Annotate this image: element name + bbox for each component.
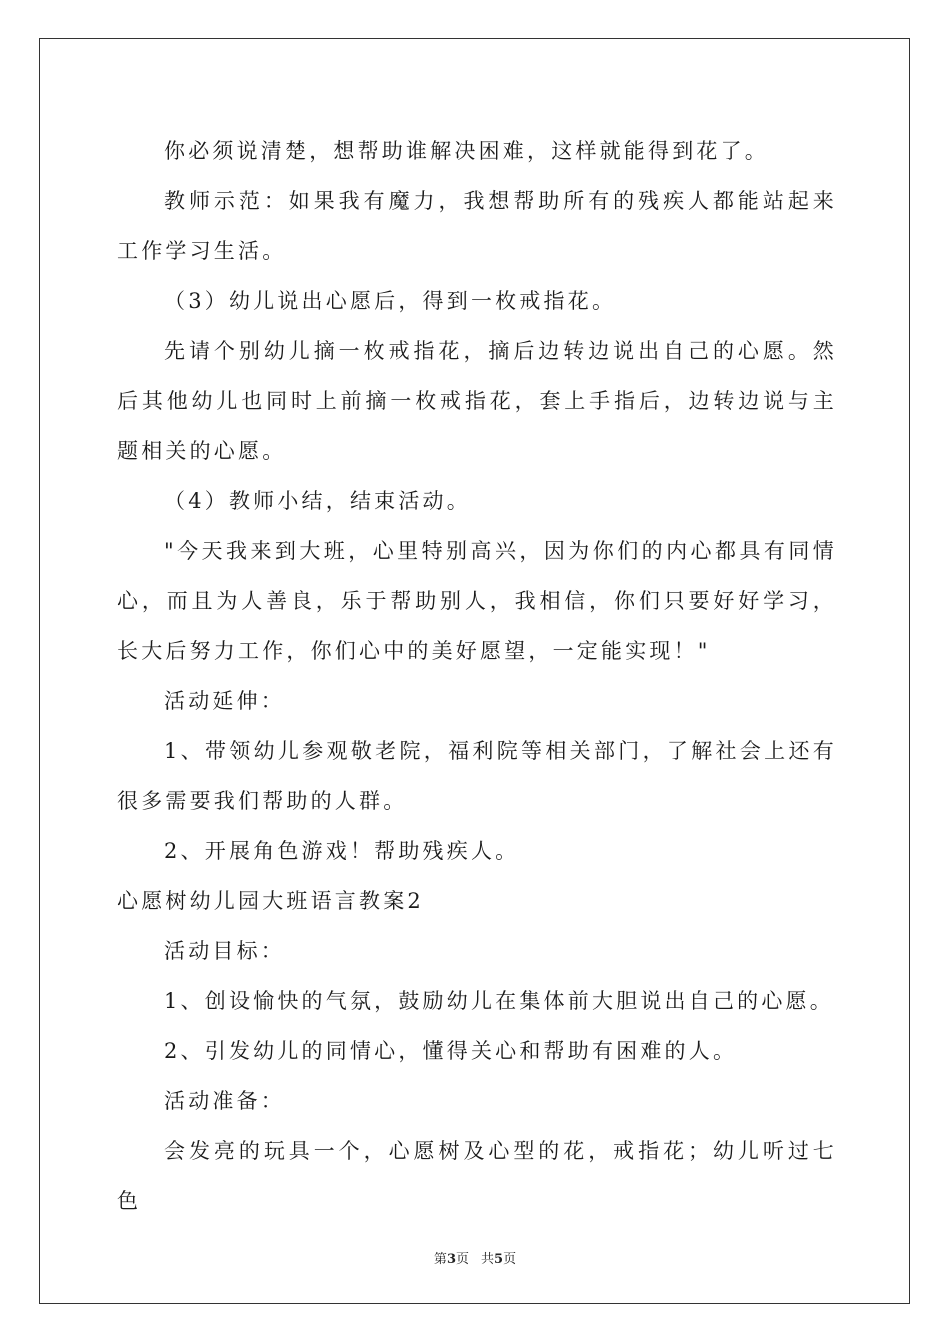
paragraph: 先请个别幼儿摘一枚戒指花，摘后边转边说出自己的心愿。然后其他幼儿也同时上前摘一枚戒指花，套上手指后，边转边说与主题相关的心愿。 — [117, 339, 837, 463]
page-footer — [0, 1248, 950, 1267]
document-body — [117, 126, 837, 1226]
paragraph: 2、引发幼儿的同情心，懂得关心和帮助有困难的人。 — [164, 1039, 738, 1063]
footer-prefix: 第 — [433, 1252, 447, 1267]
paragraph: （3）幼儿说出心愿后，得到一枚戒指花。 — [164, 289, 617, 313]
section-heading: 心愿树幼儿园大班语言教案2 — [117, 889, 424, 913]
footer-total-suffix: 页 — [503, 1252, 517, 1267]
footer-total-prefix: 共 — [481, 1252, 495, 1267]
total-pages-number: 5 — [494, 1252, 504, 1267]
paragraph: "今天我来到大班，心里特别高兴，因为你们的内心都具有同情心，而且为人善良，乐于帮助别人，我相信，你们只要好好学习，长大后努力工作，你们心中的美好愿望，一定能实现！" — [117, 539, 837, 663]
paragraph: 1、创设愉快的气氛，鼓励幼儿在集体前大胆说出自己的心愿。 — [164, 989, 834, 1013]
current-page-number: 3 — [446, 1252, 456, 1267]
paragraph: 活动延伸： — [164, 689, 285, 713]
paragraph: （4）教师小结，结束活动。 — [164, 489, 471, 513]
paragraph: 教师示范：如果我有魔力，我想帮助所有的残疾人都能站起来工作学习生活。 — [117, 189, 837, 263]
paragraph: 活动准备： — [164, 1089, 285, 1113]
paragraph: 你必须说清楚，想帮助谁解决困难，这样就能得到花了。 — [164, 139, 769, 163]
footer-page-suffix: 页 — [455, 1252, 469, 1267]
paragraph: 2、开展角色游戏！帮助残疾人。 — [164, 839, 520, 863]
paragraph: 活动目标： — [164, 939, 285, 963]
paragraph: 1、带领幼儿参观敬老院，福利院等相关部门，了解社会上还有很多需要我们帮助的人群。 — [117, 739, 837, 813]
paragraph: 会发亮的玩具一个，心愿树及心型的花，戒指花；幼儿听过七色 — [117, 1139, 837, 1213]
